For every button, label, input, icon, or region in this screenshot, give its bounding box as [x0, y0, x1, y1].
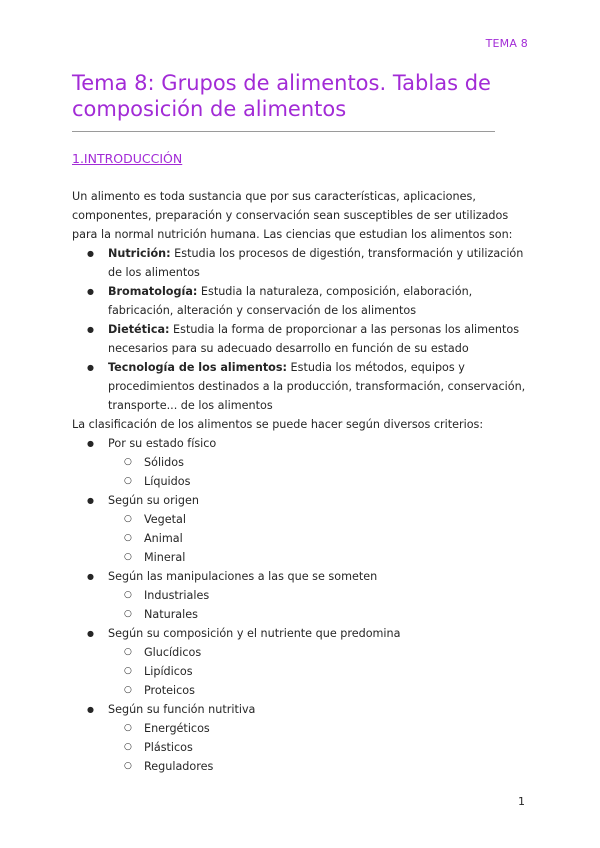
criterion-subitems: [108, 453, 532, 491]
criterion-item: [72, 567, 532, 624]
science-term: Nutrición:: [108, 247, 171, 260]
science-term: Dietética:: [108, 323, 170, 336]
header-tag: TEMA 8: [485, 37, 528, 50]
science-term: Bromatología:: [108, 285, 198, 298]
section-heading: 1.INTRODUCCIÓN: [72, 151, 183, 166]
criterion-subitems: [108, 643, 532, 700]
criterion-subitem: ○ Mineral: [108, 548, 532, 567]
page-title: Tema 8: Grupos de alimentos. Tablas de composición de alimentos: [72, 71, 491, 121]
science-item: [72, 282, 532, 320]
criterion-item: [72, 434, 532, 491]
criterion-subitems: [108, 719, 532, 776]
science-description: Estudia la forma de proporcionar a las personas los alimentos necesarios para su adecuado desarrollo en función de su estado: [108, 323, 520, 355]
criterion-subitem: ○ Energéticos: [108, 719, 532, 738]
criterion-label: Según las manipulaciones a las que se someten: [108, 570, 378, 583]
criterion-subitems: [108, 586, 532, 624]
criteria-list: [72, 434, 532, 776]
page-number: 1: [518, 795, 525, 808]
criterion-subitem: ○ Vegetal: [108, 510, 532, 529]
criterion-subitem: ○ Plásticos: [108, 738, 532, 757]
science-description: Estudia los procesos de digestión, transformación y utilización de los alimentos: [108, 247, 524, 279]
criterion-item: [72, 491, 532, 567]
criterion-subitem: ○ Líquidos: [108, 472, 532, 491]
criterion-subitem: ○ Naturales: [108, 605, 532, 624]
criterion-label: Según su origen: [108, 494, 199, 507]
criterion-label: Por su estado físico: [108, 437, 217, 450]
criterion-subitem: ○ Animal: [108, 529, 532, 548]
criterion-subitem: ○ Sólidos: [108, 453, 532, 472]
criterion-subitem: ○ Reguladores: [108, 757, 532, 776]
intro-paragraph: Un alimento es toda sustancia que por sus características, aplicaciones, componentes, preparación y conservación sean susceptibles de ser utilizados para la normal nutrición humana. Las ciencias que estudian los alimentos son:: [72, 190, 513, 241]
criterion-subitem: ○ Lipídicos: [108, 662, 532, 681]
body-content: [72, 187, 532, 776]
criterion-subitems: [108, 510, 532, 567]
criterion-subitem: ○ Glucídicos: [108, 643, 532, 662]
science-description: Estudia los métodos, equipos y procedimientos destinados a la producción, transformación, conservación, transporte... de los alimentos: [108, 361, 526, 412]
criterion-label: Según su composición y el nutriente que predomina: [108, 627, 401, 640]
science-item: [72, 320, 532, 358]
science-item: [72, 358, 532, 415]
criterion-item: [72, 700, 532, 776]
criterion-subitem: ○ Proteicos: [108, 681, 532, 700]
criterion-item: [72, 624, 532, 700]
science-description: Estudia la naturaleza, composición, elaboración, fabricación, alteración y conservación de los alimentos: [108, 285, 473, 317]
criterion-subitem: ○ Industriales: [108, 586, 532, 605]
criterion-label: Según su función nutritiva: [108, 703, 256, 716]
science-term: Tecnología de los alimentos:: [108, 361, 287, 374]
classification-intro: La clasificación de los alimentos se puede hacer según diversos criterios:: [72, 418, 484, 431]
sciences-list: [72, 244, 532, 415]
title-divider: [72, 131, 495, 132]
science-item: [72, 244, 532, 282]
